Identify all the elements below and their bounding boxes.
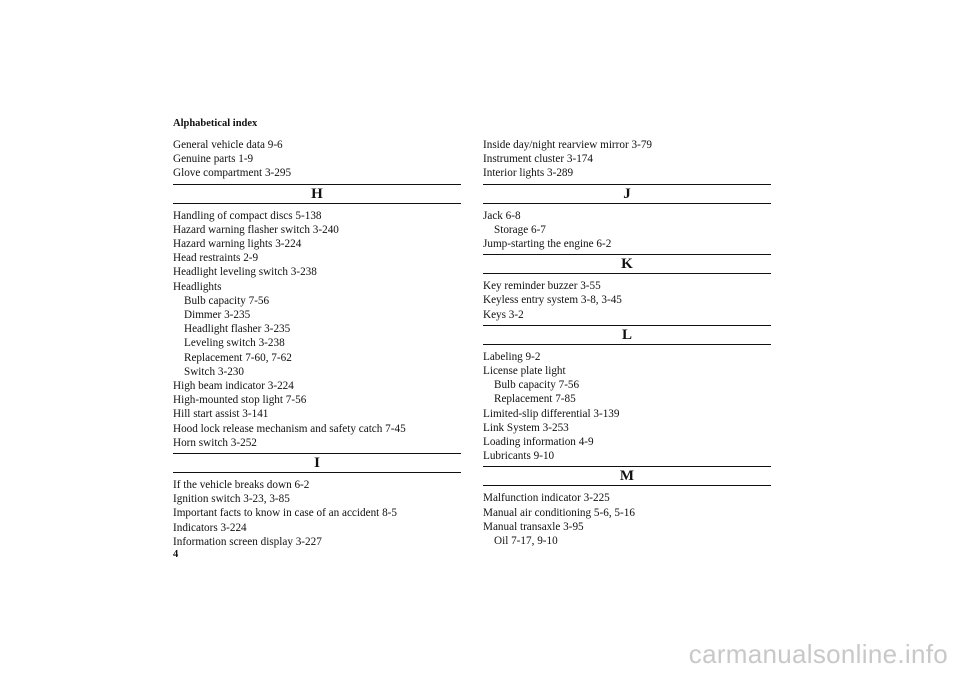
index-entry: Handling of compact discs 5-138 (173, 209, 322, 222)
index-entry: Instrument cluster 3-174 (483, 153, 593, 166)
index-entry: Head restraints 2-9 (173, 252, 259, 265)
index-entry: Horn switch 3-252 (173, 436, 257, 449)
section-letter: K (483, 254, 771, 274)
index-entry: Hazard warning lights 3-224 (173, 238, 302, 251)
index-entry: Jump-starting the engine 6-2 (483, 238, 612, 251)
index-entry: Manual transaxle 3-95 (483, 520, 584, 533)
index-column-right (483, 138, 771, 548)
index-subentry: Oil 7-17, 9-10 (494, 535, 558, 548)
index-entry: Jack 6-8 (483, 209, 521, 222)
index-column-left (173, 138, 461, 549)
index-entry: Lubricants 9-10 (483, 450, 555, 463)
index-entry: Hood lock release mechanism and safety catch 7-45 (173, 422, 406, 435)
index-entry: Loading information 4-9 (483, 436, 594, 449)
index-entry: Ignition switch 3-23, 3-85 (173, 493, 290, 506)
index-subentry: Leveling switch 3-238 (184, 337, 285, 350)
index-entry: If the vehicle breaks down 6-2 (173, 479, 310, 492)
index-subentry: Dimmer 3-235 (184, 309, 251, 322)
index-entry: Indicators 3-224 (173, 521, 247, 534)
index-entry: High-mounted stop light 7-56 (173, 394, 307, 407)
index-entry: Headlight leveling switch 3-238 (173, 266, 317, 279)
index-entry: Keyless entry system 3-8, 3-45 (483, 294, 622, 307)
watermark-text: carmanualsonline.info (688, 639, 948, 669)
index-entry: Malfunction indicator 3-225 (483, 492, 610, 505)
index-entry: Manual air conditioning 5-6, 5-16 (483, 506, 635, 519)
index-entry: High beam indicator 3-224 (173, 380, 294, 393)
index-entry: Information screen display 3-227 (173, 535, 322, 548)
index-entry: Interior lights 3-289 (483, 167, 574, 180)
index-subentry: Bulb capacity 7-56 (494, 379, 580, 392)
index-entry: Inside day/night rearview mirror 3-79 (483, 139, 653, 151)
index-entry: Keys 3-2 (483, 308, 524, 321)
section-letter: J (483, 184, 771, 204)
index-entry: General vehicle data 9-6 (173, 139, 283, 151)
index-entry: Headlights (173, 280, 222, 293)
index-entry: License plate light (483, 365, 566, 378)
index-title: Alphabetical index (173, 118, 258, 129)
index-subentry: Replacement 7-85 (494, 393, 576, 406)
index-subentry: Headlight flasher 3-235 (184, 323, 291, 336)
index-entry: Hill start assist 3-141 (173, 408, 269, 421)
index-entry: Limited-slip differential 3-139 (483, 407, 620, 420)
index-entry: Genuine parts 1-9 (173, 153, 254, 166)
page-number: 4 (173, 549, 179, 560)
index-entry: Glove compartment 3-295 (173, 167, 292, 180)
section-letter: L (483, 325, 771, 345)
index-subentry: Storage 6-7 (494, 223, 546, 236)
index-entry: Hazard warning flasher switch 3-240 (173, 223, 339, 236)
index-entry: Link System 3-253 (483, 421, 569, 434)
section-letter: H (173, 184, 461, 204)
index-subentry: Bulb capacity 7-56 (184, 294, 270, 307)
section-letter: M (483, 466, 771, 486)
index-subentry: Switch 3-230 (184, 365, 244, 378)
index-entry: Important facts to know in case of an accident 8-5 (173, 507, 397, 520)
index-subentry: Replacement 7-60, 7-62 (184, 351, 292, 364)
index-entry: Key reminder buzzer 3-55 (483, 280, 601, 293)
section-letter: I (173, 453, 461, 473)
index-entry: Labeling 9-2 (483, 350, 541, 363)
